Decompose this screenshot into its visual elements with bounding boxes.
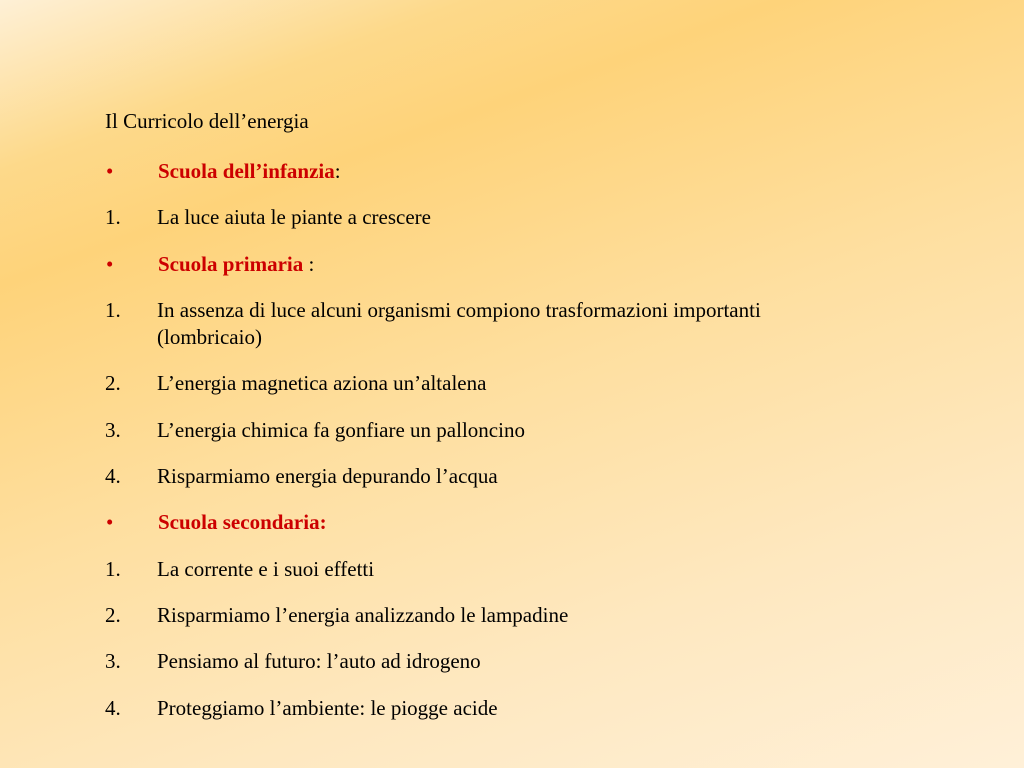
list-item — [105, 648, 825, 675]
section-heading-primaria — [105, 251, 825, 278]
list-item-number: 3. — [105, 649, 121, 674]
list-item-number: 2. — [105, 602, 121, 627]
list-item — [105, 602, 825, 629]
list-item-number: 2. — [105, 371, 121, 396]
list-item — [105, 463, 825, 490]
list-item-number: 4. — [105, 464, 121, 489]
list-item — [105, 417, 825, 444]
list-item-number: 3. — [105, 417, 121, 442]
section-heading-label: Scuola dell’infanzia — [158, 159, 335, 183]
list-item-text: L’energia chimica fa gonfiare un palloncino — [157, 417, 525, 442]
list-item-text: In assenza di luce alcuni organismi compiono trasformazioni importanti (lombricaio) — [157, 297, 761, 350]
bullet-icon: • — [106, 159, 114, 183]
list-item-number: 4. — [105, 695, 121, 720]
list-item — [105, 297, 825, 352]
list-item-number: 1. — [105, 556, 121, 581]
list-item-text: L’energia magnetica aziona un’altalena — [157, 371, 487, 396]
bullet-icon: • — [106, 510, 114, 535]
list-item-text: La luce aiuta le piante a crescere — [157, 205, 431, 230]
section-heading-label: Scuola secondaria: — [158, 510, 327, 535]
section-heading-secondaria — [105, 509, 825, 536]
bullet-icon: • — [106, 251, 114, 276]
list-item-text: Risparmiamo l’energia analizzando le lampadine — [157, 602, 569, 627]
list-item-number: 1. — [105, 205, 121, 230]
list-item-text: Proteggiamo l’ambiente: le piogge acide — [157, 695, 498, 720]
list-item — [105, 695, 825, 722]
slide-title: Il Curricolo dell’energia — [105, 109, 309, 133]
list-item — [105, 204, 825, 231]
section-heading-label: Scuola primaria — [158, 251, 304, 276]
list-item-number: 1. — [105, 297, 121, 322]
slide-content — [105, 108, 825, 722]
list-item — [105, 556, 825, 583]
list-item-text: Risparmiamo energia depurando l’acqua — [157, 464, 498, 489]
section-heading-suffix: : — [334, 159, 341, 183]
list-item-text: La corrente e i suoi effetti — [157, 556, 375, 581]
section-heading-infanzia — [105, 158, 825, 185]
list-item — [105, 370, 825, 397]
list-item-text: Pensiamo al futuro: l’auto ad idrogeno — [157, 649, 481, 674]
section-heading-suffix: : — [303, 251, 315, 276]
